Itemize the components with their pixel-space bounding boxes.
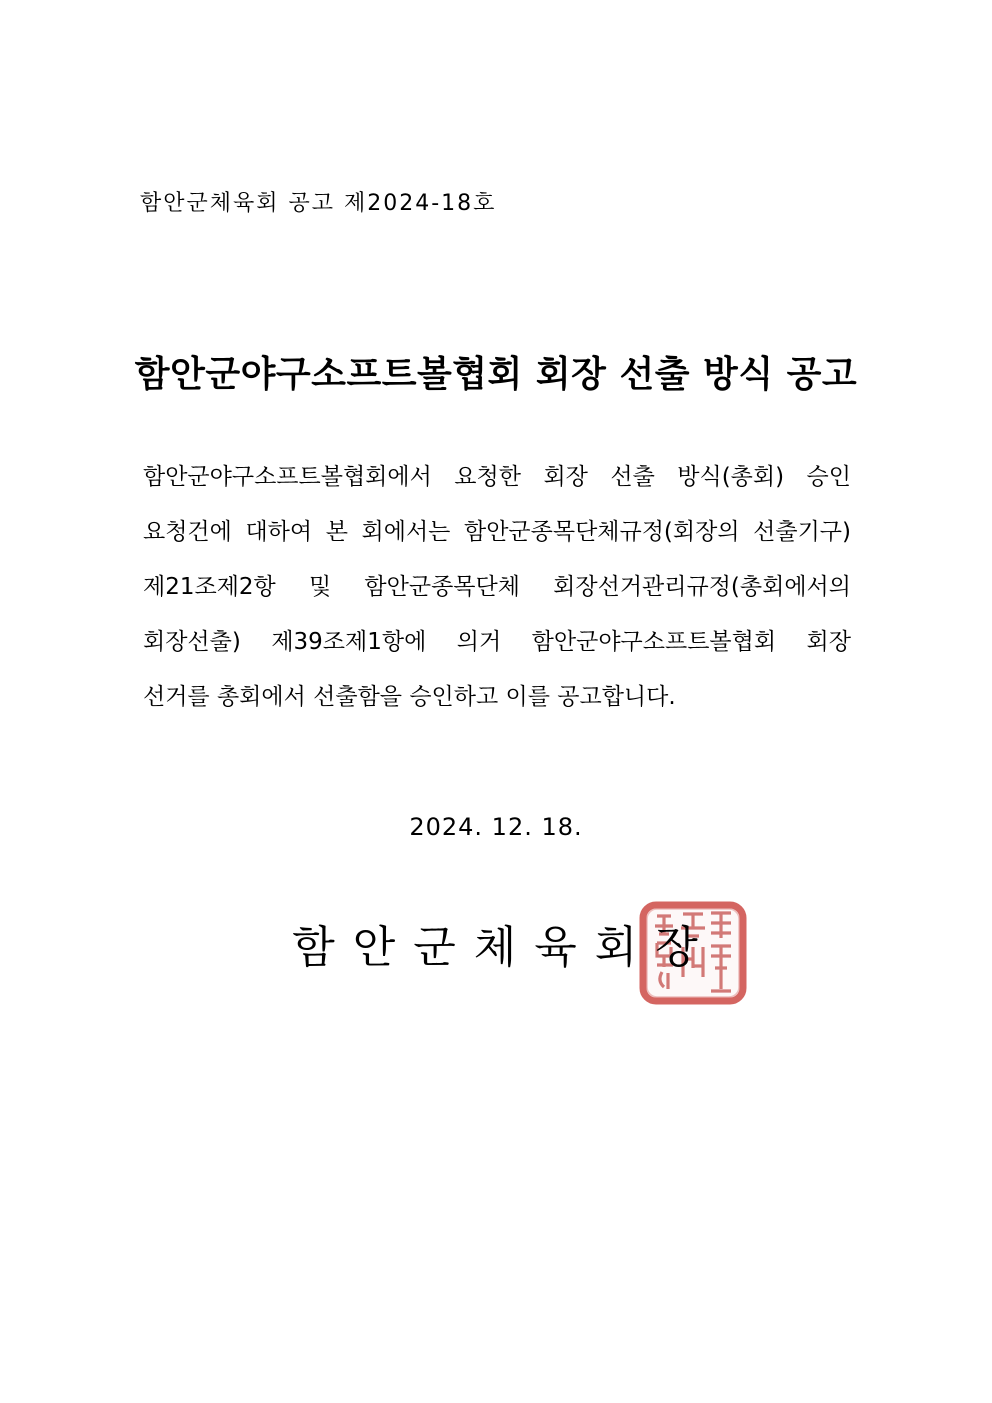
body-line: 선거를 총회에서 선출함을 승인하고 이를 공고합니다. — [143, 684, 676, 710]
doc-number: 함안군체육회 공고 제2024-18호 — [140, 191, 497, 216]
body-paragraph — [143, 450, 851, 725]
body-line: 회장선출) 제39조제1항에 의거 함안군야구소프트볼협회 회장 — [143, 629, 851, 655]
body-line: 함안군야구소프트볼협회에서 요청한 회장 선출 방식(총회) 승인 — [143, 464, 851, 490]
announcement-date: 2024. 12. 18. — [409, 813, 583, 841]
page-title: 함안군야구소프트볼협회 회장 선출 방식 공고 — [134, 354, 858, 395]
signature-title: 함 안 군 체 육 회 장 — [292, 922, 700, 973]
body-line: 요청건에 대하여 본 회에서는 함안군종목단체규정(회장의 선출기구) — [143, 519, 851, 545]
body-line: 제21조제2항 및 함안군종목단체 회장선거관리규정(총회에서의 — [143, 574, 851, 600]
